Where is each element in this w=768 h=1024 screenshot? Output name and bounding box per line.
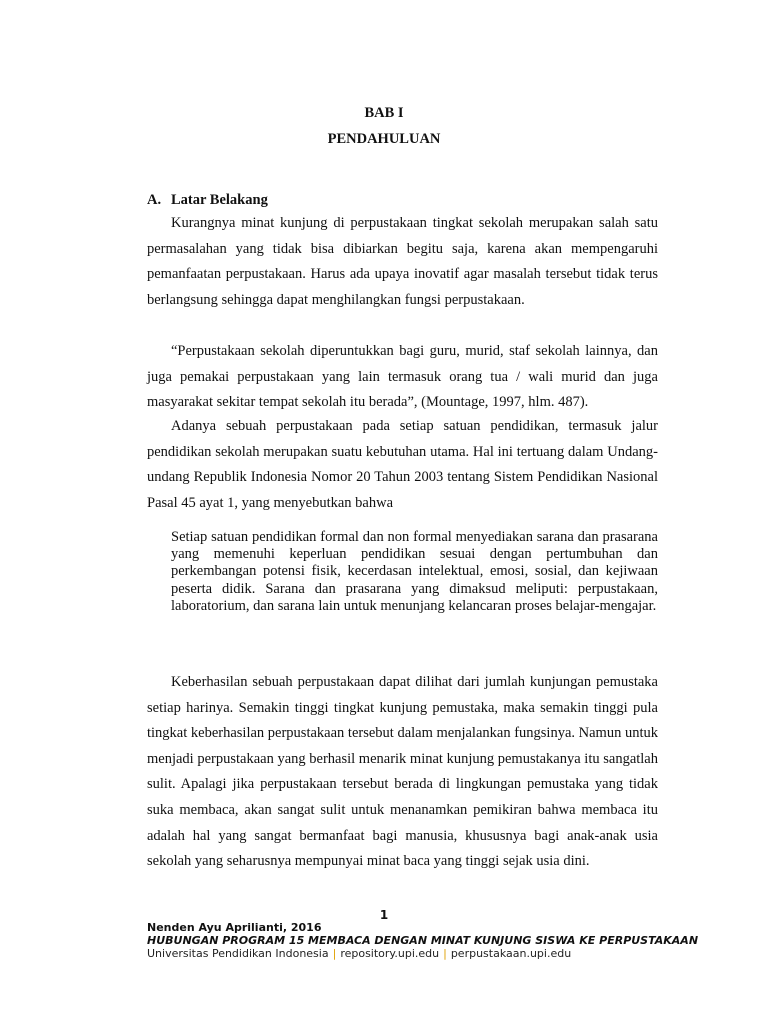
page-footer bbox=[147, 921, 747, 960]
paragraph-1: Kurangnya minat kunjung di perpustakaan tingkat sekolah merupakan salah satu permasalahan yang tidak bisa dibiarkan begitu saja, karena akan mempengaruhi pemanfaatan perpustakaan. Harus ada upaya inovatif agar masalah tersebut tidak terus berlangsung sehingga dapat menghilangkan fungsi perpustakaan. bbox=[147, 215, 658, 308]
section-letter: A. bbox=[147, 192, 162, 208]
footer-separator: | bbox=[443, 947, 447, 960]
footer-thesis-title: HUBUNGAN PROGRAM 15 MEMBACA DENGAN MINAT KUNJUNG SISWA KE PERPUSTAKAAN bbox=[147, 934, 699, 947]
footer-separator: | bbox=[332, 947, 337, 960]
footer-links bbox=[147, 947, 747, 960]
paragraph-4: Keberhasilan sebuah perpustakaan dapat dilihat dari jumlah kunjungan pemustaka setiap harinya. Semakin tinggi tingkat kunjung pemustaka, maka semakin tinggi pula tingkat keberhasilan perpustakaan tersebut dalam menjalankan fungsinya. Namun untuk menjadi perpustakaan yang berhasil menarik minat kunjung pemustakanya itu sangatlah sulit. Apalagi jika perpustakaan tersebut berada di lingkungan pemustaka yang tidak suka membaca, akan sangat sulit untuk menanamkan pemikiran bahwa membaca itu adalah hal yang sangat bermanfaat bagi manusia, khususnya bagi anak-anak usia sekolah yang seharusnya mempunyai minat baca yang tinggi sejak usia dini. bbox=[147, 674, 658, 870]
footer-library-link[interactable]: perpustakaan.upi.edu bbox=[450, 947, 572, 960]
chapter-number: BAB I bbox=[364, 105, 404, 121]
footer-author: Nenden Ayu Aprilianti, 2016 bbox=[147, 921, 322, 934]
legal-quote: Setiap satuan pendidikan formal dan non formal menyediakan sarana dan prasarana yang memenuhi keperluan pendidikan sesuai dengan pertumbuhan dan perkembangan potensi fisik, kecerdasan intelektual, emosi, sosial, dan kejiwaan peserta didik. Sarana dan prasarana yang dimaksud meliputi: perpustakaan, laboratorium, dan sarana lain untuk menunjang kelancaran proses belajar-mengajar. bbox=[171, 529, 658, 614]
section-title: Latar Belakang bbox=[171, 192, 268, 208]
section-heading bbox=[147, 191, 268, 209]
paragraph-2: “Perpustakaan sekolah diperuntukkan bagi guru, murid, staf sekolah lainnya, dan juga pemakai perpustakaan yang lain termasuk orang tua / wali murid dan juga masyarakat sekitar tempat sekolah itu berada”, (Mountage, 1997, hlm. 487). bbox=[147, 343, 658, 411]
chapter-title: PENDAHULUAN bbox=[327, 131, 441, 147]
footer-institution: Universitas Pendidikan Indonesia bbox=[147, 947, 329, 960]
paragraph-3: Adanya sebuah perpustakaan pada setiap satuan pendidikan, termasuk jalur pendidikan sekolah merupakan suatu kebutuhan utama. Hal ini tertuang dalam Undang-undang Republik Indonesia Nomor 20 Tahun 2003 tentang Sistem Pendidikan Nasional Pasal 45 ayat 1, yang menyebutkan bahwa bbox=[147, 418, 658, 511]
page-number: 1 bbox=[379, 908, 389, 922]
footer-repository-link[interactable]: repository.upi.edu bbox=[340, 947, 440, 960]
